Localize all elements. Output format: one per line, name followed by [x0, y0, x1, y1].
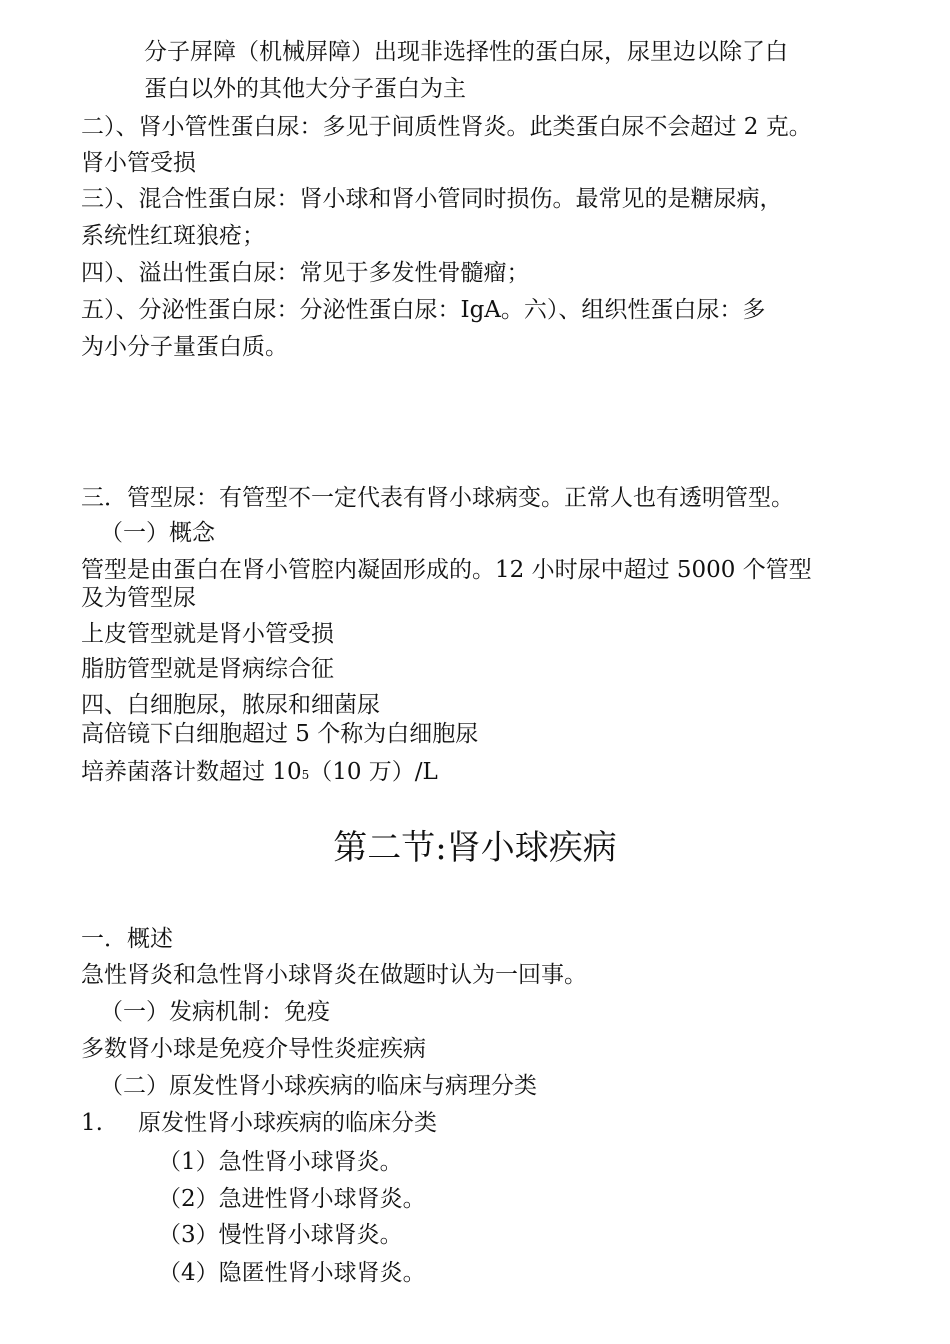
list-item: （2）急进性肾小球肾炎。 — [158, 1186, 426, 1212]
text-line: 二）、肾小管性蛋白尿：多见于间质性肾炎。此类蛋白尿不会超过 2 克。 — [81, 114, 812, 140]
text-line: 高倍镜下白细胞超过 5 个称为白细胞尿 — [81, 721, 479, 747]
numbered-item — [81, 1108, 437, 1138]
subheading: 一．概述 — [81, 926, 173, 952]
text-line: 分子屏障（机械屏障）出现非选择性的蛋白尿，尿里边以除了白 — [144, 39, 788, 65]
item-text: 原发性肾小球疾病的临床分类 — [138, 1110, 437, 1136]
subheading: （二）原发性肾小球疾病的临床与病理分类 — [100, 1073, 537, 1099]
text-part: 培养菌落计数超过 10 — [81, 759, 302, 785]
text-line: 五）、分泌性蛋白尿：分泌性蛋白尿：IgA。六）、组织性蛋白尿：多 — [81, 297, 766, 323]
text-line: 蛋白以外的其他大分子蛋白为主 — [144, 76, 466, 102]
subheading: （一）发病机制：免疫 — [100, 999, 330, 1025]
section-title: 第二节:肾小球疾病 — [333, 828, 617, 868]
exponent: 5 — [301, 768, 310, 782]
text-line: 脂肪管型就是肾病综合征 — [81, 656, 334, 682]
subheading: （一）概念 — [100, 520, 215, 546]
text-line: 三．管型尿：有管型不一定代表有肾小球病变。正常人也有透明管型。 — [81, 485, 794, 511]
item-number: 1. — [81, 1110, 103, 1136]
text-line: 及为管型尿 — [81, 585, 196, 611]
text-line: 三）、混合性蛋白尿：肾小球和肾小管同时损伤。最常见的是糖尿病， — [81, 186, 783, 212]
text-line: 系统性红斑狼疮； — [81, 223, 265, 249]
heading-four: 四、白细胞尿，脓尿和细菌尿 — [81, 692, 380, 718]
text-line: 急性肾炎和急性肾小球肾炎在做题时认为一回事。 — [81, 962, 587, 988]
text-line: 多数肾小球是免疫介导性炎症疾病 — [81, 1036, 426, 1062]
list-item: （3）慢性肾小球肾炎。 — [158, 1222, 403, 1248]
list-item: （4）隐匿性肾小球肾炎。 — [158, 1260, 426, 1286]
text-line: 肾小管受损 — [81, 150, 196, 176]
text-part: （10 万）/L — [309, 759, 438, 785]
text-line: 上皮管型就是肾小管受损 — [81, 621, 334, 647]
text-line — [81, 757, 438, 790]
text-line: 为小分子量蛋白质。 — [81, 334, 288, 360]
text-line: 四）、溢出性蛋白尿：常见于多发性骨髓瘤； — [81, 260, 530, 286]
list-item: （1）急性肾小球肾炎。 — [158, 1149, 403, 1175]
text-line: 管型是由蛋白在肾小管腔内凝固形成的。12 小时尿中超过 5000 个管型 — [81, 557, 812, 583]
